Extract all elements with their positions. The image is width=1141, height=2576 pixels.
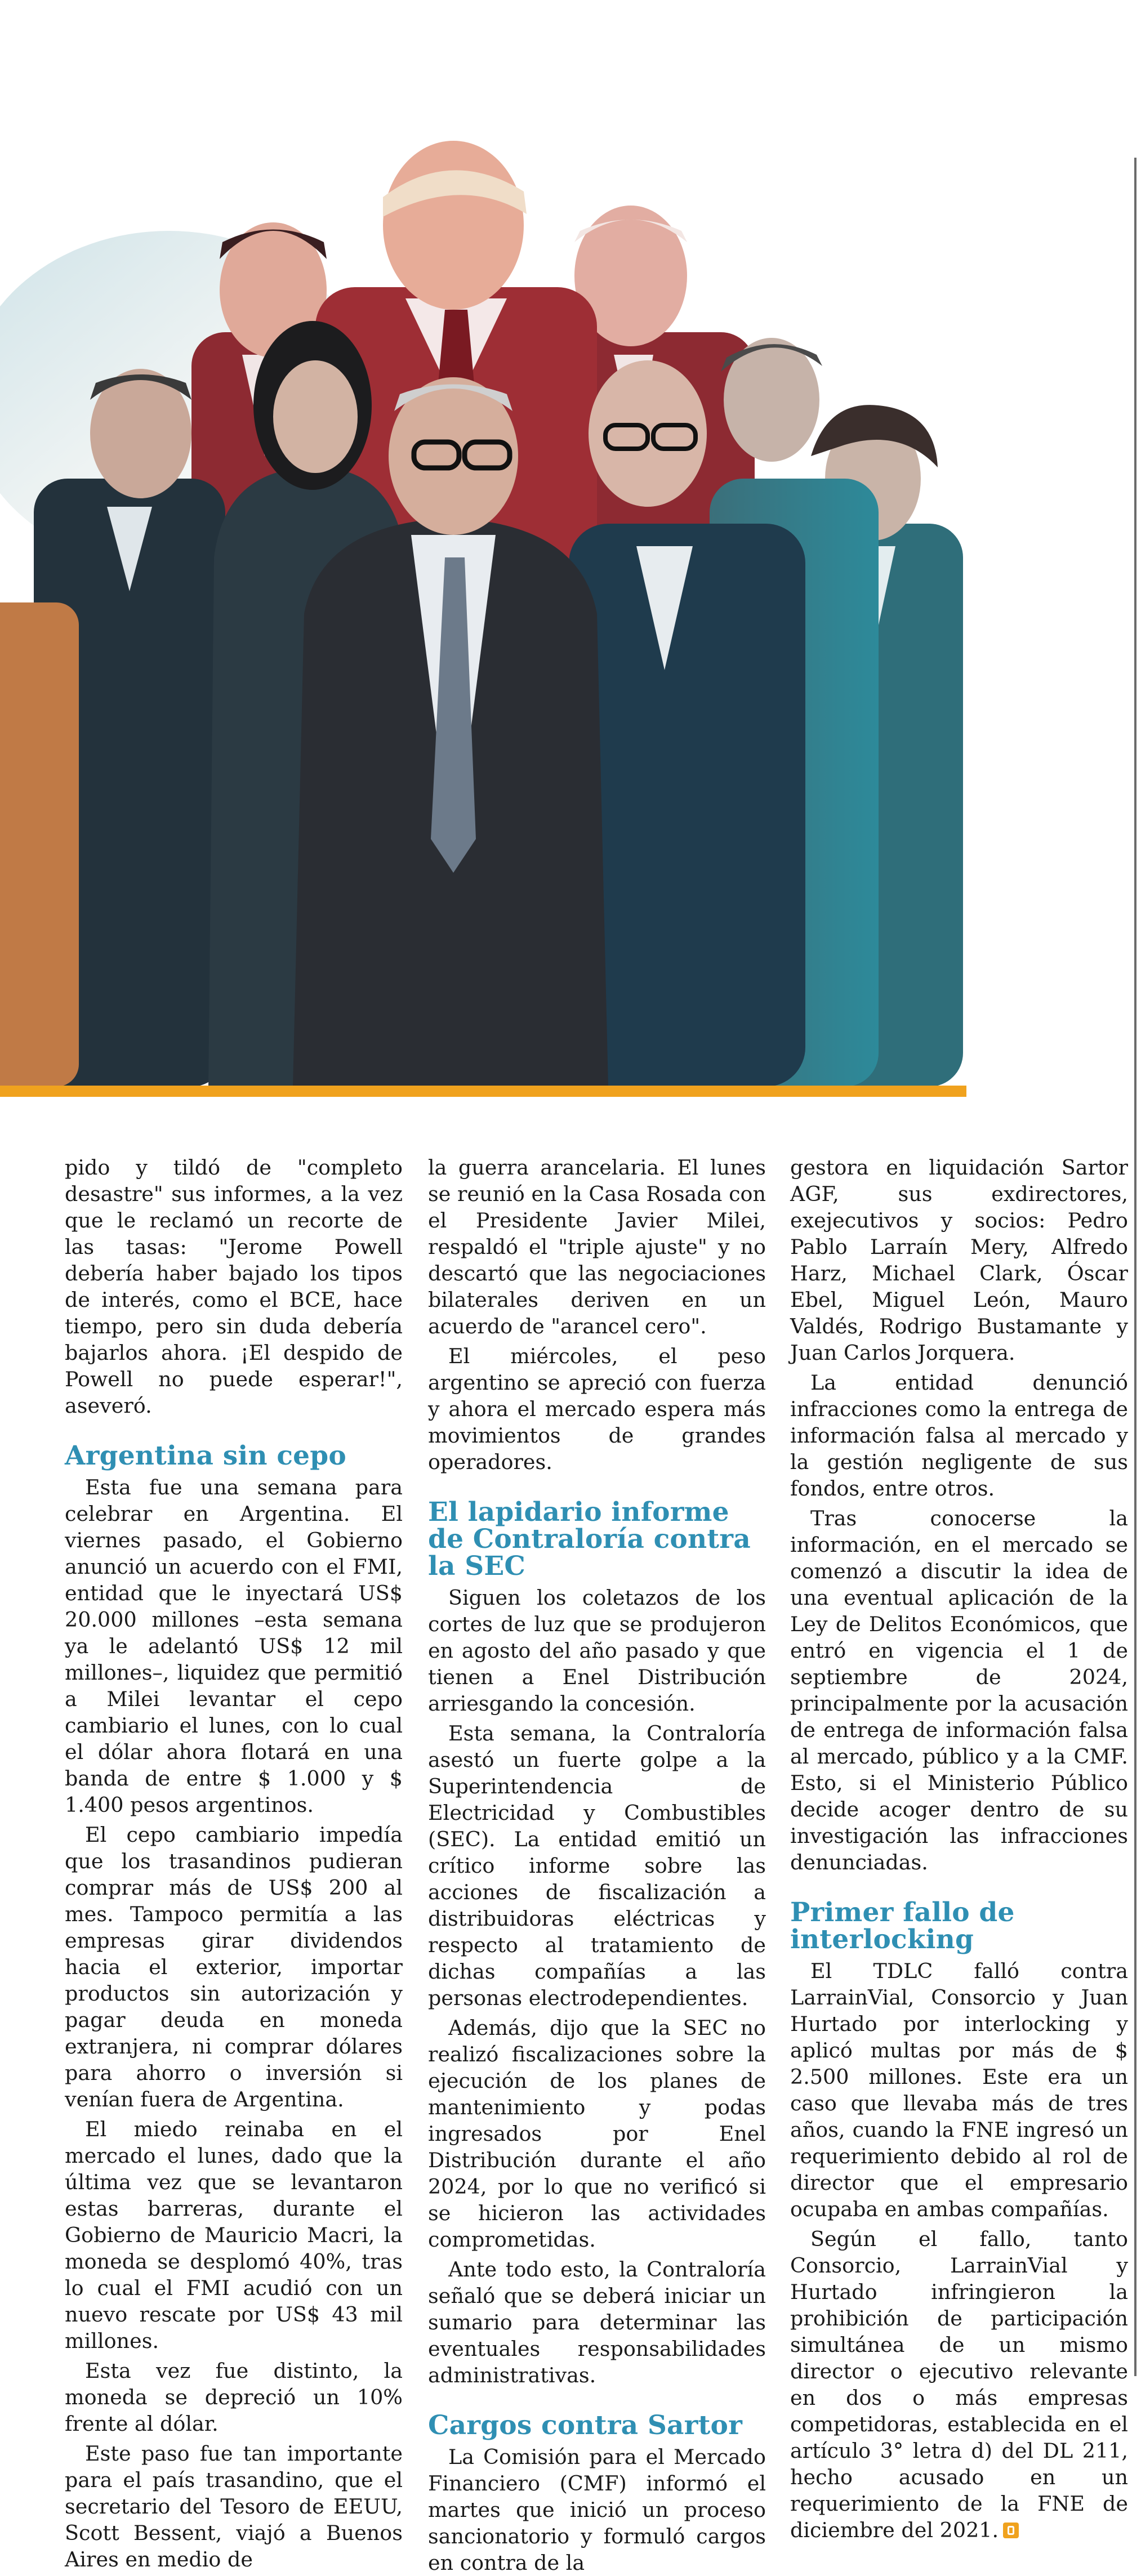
body-paragraph: Además, dijo que la SEC no realizó fiscalizaciones sobre la ejecución de los planes de mantenimiento y podas ingresados por Enel Distribución durante el año 2024, por lo que no verificó si se hicieron las actividades comprometidas.: [428, 2016, 766, 2252]
body-paragraph: Ante todo esto, la Contraloría señaló que se deberá iniciar un sumario para determinar las eventuales responsabilidades administrativas.: [428, 2257, 766, 2387]
body-paragraph: pido y tildó de "completo desastre" sus informes, a la vez que le reclamó un recorte de las tasas: "Jerome Powell debería haber bajado los tipos de interés, como el BCE, hace tiempo, pero sin duda debería bajarlos ahora. ¡El despido de Powell no puede esperar!", aseveró.: [65, 1155, 403, 1418]
section-heading: Primer fallo de interlocking: [790, 1897, 1015, 1955]
body-paragraph: Este paso fue tan importante para el país trasandino, que el secretario del Tesoro de EEUU, Scott Bessent, viajó a Buenos Aires en medio de: [65, 2441, 403, 2571]
body-paragraph: La entidad denunció infracciones como la entrega de información falsa al mercado y la gestión negligente de sus fondos, entre otros.: [790, 1370, 1128, 1501]
article-column-2: [428, 1154, 766, 2575]
news-photo-collage: [0, 163, 966, 1087]
article-column-3: [790, 1154, 1128, 2542]
section-heading: Argentina sin cepo: [65, 1440, 346, 1471]
body-paragraph: Esta fue una semana para celebrar en Argentina. El viernes pasado, el Gobierno anunció un acuerdo con el FMI, entidad que le inyectará US$ 20.000 millones –esta semana ya le adelantó US$ 12 mil millones–, liquidez que permitió a Milei levantar el cepo cambiario el lunes, con lo cual el dólar ahora flotará en una banda de entre $ 1.000 y $ 1.400 pesos argentinos.: [65, 1475, 403, 1817]
body-paragraph: El cepo cambiario impedía que los trasandinos pudieran comprar más de US$ 200 al mes. Tampoco permitía a las empresas girar dividendos hacia el exterior, importar productos sin autorización y pagar deuda en moneda extranjera, ni comprar dólares para ahorro o inversión si venían fuera de Argentina.: [65, 1823, 403, 2111]
body-paragraph: La Comisión para el Mercado Financiero (CMF) informó el martes que inició un proceso sancionatorio y formuló cargos en contra de la: [428, 2445, 766, 2575]
body-paragraph: Esta semana, la Contraloría asestó un fuerte golpe a la Superintendencia de Electricidad y Combustibles (SEC). La entidad emitió un crítico informe sobre las acciones de fiscalización a distribuidoras eléctricas y respecto al tratamiento de dichas compañías a las personas electrodependientes.: [428, 1721, 766, 2010]
end-of-article-icon: [1003, 2523, 1019, 2538]
body-paragraph: Según el fallo, tanto Consorcio, LarrainVial y Hurtado infringieron la prohibición de participación simultánea de un mismo director o ejecutivo relevante en dos o más empresas competidoras, establecida en el artículo 3° letra d) del DL 211, hecho acusado en un requerimiento de la FNE de diciembre del 2021.: [790, 2227, 1128, 2542]
right-column-rule: [1134, 158, 1136, 2376]
woman-left-edge: [0, 602, 79, 1087]
body-paragraph: Tras conocerse la información, en el mercado se comenzó a discutir la idea de una eventual aplicación de la Ley de Delitos Económicos, que entró en vigencia el 1 de septiembre de 2024, principalmente por la acusación de entrega de información falsa al mercado, público y a la CMF. Esto, si el Ministerio Público decide acoger dentro de su investigación las infracciones denunciadas.: [790, 1506, 1128, 1874]
body-paragraph: El TDLC falló contra LarrainVial, Consorcio y Juan Hurtado por interlocking y aplicó multas por más de $ 2.500 millones. Este era un caso que llevaba más de tres años, cuando la FNE ingresó un requerimiento debido al rol de director que el empresario ocupaba en ambas compañías.: [790, 1959, 1128, 2221]
body-paragraph: El miedo reinaba en el mercado el lunes, dado que la última vez que se levantaron estas barreras, durante el Gobierno de Mauricio Macri, la moneda se desplomó 40%, tras lo cual el FMI acudió con un nuevo rescate por US$ 43 mil millones.: [65, 2117, 403, 2353]
body-paragraph: Siguen los coletazos de los cortes de luz que se produjeron en agosto del año pasado y que tienen a Enel Distribución arriesgando la concesión.: [428, 1586, 766, 1716]
body-paragraph: gestora en liquidación Sartor AGF, sus exdirectores, exejecutivos y socios: Pedro Pablo Larraín Mery, Alfredo Harz, Michael Clark, Óscar Ebel, Miguel León, Mauro Valdés, Rodrigo Bustamante y Juan Carlos Jorquera.: [790, 1155, 1128, 1365]
section-heading: El lapidario informe de Contraloría contra la SEC: [428, 1497, 751, 1582]
orange-divider: [0, 1086, 966, 1097]
body-paragraph: Esta vez fue distinto, la moneda se depreció un 10% frente al dólar.: [65, 2359, 403, 2436]
body-paragraph: El miércoles, el peso argentino se apreció con fuerza y ahora el mercado espera más movimientos de grandes operadores.: [428, 1344, 766, 1474]
body-paragraph: la guerra arancelaria. El lunes se reunió en la Casa Rosada con el Presidente Javier Milei, respaldó el "triple ajuste" y no descartó que las negociaciones bilaterales deriven en un acuerdo de "arancel cero".: [428, 1155, 766, 1338]
article-column-1: [65, 1154, 403, 2571]
section-heading: Cargos contra Sartor: [428, 2410, 743, 2441]
